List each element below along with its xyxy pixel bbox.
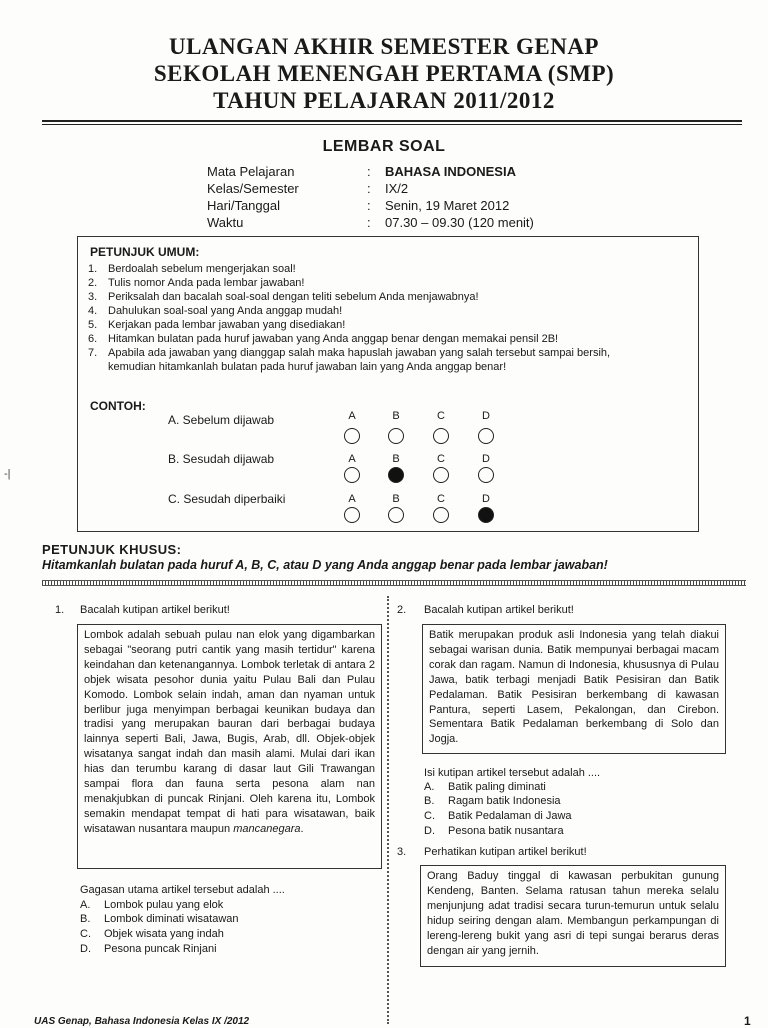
answer-bubble-empty [344,428,360,444]
option-key: B. [80,913,91,925]
question-stem: Isi kutipan artikel tersebut adalah .... [424,767,601,779]
option-key: C. [424,810,435,822]
petunjuk-umum-title: PETUNJUK UMUM: [90,245,200,259]
option-key: A. [424,781,435,793]
question-stem: Gagasan utama artikel tersebut adalah .... [80,884,285,896]
item-number: 4. [88,305,98,317]
meta-value: IX/2 [385,181,409,196]
meta-value: BAHASA INDONESIA [385,164,516,179]
option-letter: C [437,493,445,505]
example-label: C. Sesudah diperbaiki [168,492,286,506]
meta-label: Mata Pelajaran [207,164,295,179]
answer-bubble-empty [478,428,494,444]
answer-bubble-empty [478,467,494,483]
option-letter: A [348,453,356,465]
option-letter: C [437,410,445,422]
petunjuk-item [88,262,688,276]
item-number: 3. [88,291,98,303]
option-text: Lombok diminati wisatawan [104,913,239,925]
petunjuk-khusus-instruction: Hitamkanlah bulatan pada huruf A, B, C, atau D yang Anda anggap benar pada lembar jawaban! [42,558,608,572]
header-line-3: TAHUN PELAJARAN 2011/2012 [213,88,555,113]
header-rule-thin [42,124,742,125]
answer-bubble-empty [388,507,404,523]
petunjuk-item-continuation [88,360,688,374]
option-text: Objek wisata yang indah [104,928,224,940]
header-line-1: ULANGAN AKHIR SEMESTER GENAP [169,34,599,59]
question-number: 2. [397,604,407,616]
meta-separator: : [367,181,371,196]
option-letter: D [482,493,490,505]
option-key: C. [80,928,91,940]
meta-separator: : [367,198,371,213]
petunjuk-item [88,318,688,332]
article-text: Lombok adalah sebuah pulau nan elok yang digambarkan sebagai "seorang putri cantik yang masih tertidur" karena keindahan dan ketenangannya. Lombok terletak di antara 2 objek wisata pesohor dunia yaitu Pulau Bali dan Pulau Komodo. Lombok selain indah, aman dan nyaman untuk berlibur juga menyimpan berbagai keunikan budaya dan tradisi yang merupakan bauran dari berbagai budaya lainnya seperti Bali, Jawa, Bugis, Arab, dll. Objek-objek wisatanya sangat indah dan masih alami. Mulai dari ikan hias dan terumbu karang di dasar laut Gili Trawangan sampai flora dan fauna serta pesona alam nan menakjubkan di puncak Rinjani. Oleh karena itu, Lombok semakin mendapat tempat di hati para wisatawan, baik wisatawan nusantara maupun [84,629,375,835]
petunjuk-item [88,290,688,304]
article-text: Batik merupakan produk asli Indonesia yang telah diakui sebagai warisan dunia. Batik mempunyai berbagai macam corak dan ragam. Namun di Indonesia, khususnya di Pulau Jawa, batik terbagi menjadi Batik Pesisiran dan Batik Pedalaman. Batik Pesisiran berkembang di kawasan Pantura, seperti Lasem, Pekalongan, dan Cirebon. Sementara Batik Pedalaman berkembang di Solo dan Jogja. [429,629,719,746]
petunjuk-item [88,346,688,360]
petunjuk-item [88,276,688,290]
page-footer: UAS Genap, Bahasa Indonesia Kelas IX /2012 [34,1016,250,1027]
option-text: Batik Pedalaman di Jawa [448,810,572,822]
option-text: Batik paling diminati [448,781,546,793]
item-text: Berdoalah sebelum mengerjakan soal! [108,263,296,275]
petunjuk-khusus-title: PETUNJUK KHUSUS: [42,542,182,557]
option-letter: D [482,410,490,422]
option-letter: B [392,410,400,422]
article-text: Orang Baduy tinggal di kawasan perbukitan gunung Kendeng, Banten. Selama ratusan tahun mereka selalu menjunjung adat tradisi secara turun-temurun untuk selalu hidup seiring dengan alam. Membangun perkampungan di lereng-lereng bukit yang asri di tepi sungai berarus deras dengan air yang jernih. [427,870,719,957]
answer-bubble-filled [478,507,494,523]
option-text: Pesona batik nusantara [448,825,564,837]
question-prompt: Perhatikan kutipan artikel berikut! [424,846,587,858]
article-italic-word: mancanegara [233,822,301,835]
answer-bubble-empty [344,467,360,483]
item-text: Periksalah dan bacalah soal-soal dengan teliti sebelum Anda menjawabnya! [108,291,479,303]
option-letter: B [392,453,400,465]
item-text: Dahulukan soal-soal yang Anda anggap mudah! [108,305,343,317]
meta-label: Hari/Tanggal [207,198,280,213]
petunjuk-item [88,304,688,318]
question-prompt: Bacalah kutipan artikel berikut! [80,604,230,616]
meta-mata-pelajaran [207,164,607,181]
option-text: Pesona puncak Rinjani [104,943,217,955]
article-end: . [300,822,304,835]
answer-bubble-empty [433,428,449,444]
answer-bubble-filled [388,467,404,483]
meta-value: 07.30 – 09.30 (120 menit) [385,215,534,230]
question-number: 3. [397,846,407,858]
column-divider [387,596,389,1024]
option-key: D. [424,825,435,837]
header-rule-thick [42,120,742,122]
meta-hari-tanggal [207,198,607,215]
option-text: Ragam batik Indonesia [448,795,561,807]
option-key: D. [80,943,91,955]
option-text: Lombok pulau yang elok [104,899,224,911]
contoh-title: CONTOH: [90,399,146,413]
header-line-2: SEKOLAH MENENGAH PERTAMA (SMP) [153,61,615,86]
article-box-lombok [77,624,382,869]
scan-mark: -| [4,468,11,480]
article-box-baduy [420,865,726,967]
item-number: 6. [88,333,98,345]
meta-label: Kelas/Semester [207,181,299,196]
example-label: A. Sebelum dijawab [168,413,275,427]
item-text: Hitamkan bulatan pada huruf jawaban yang Anda anggap benar dengan memakai pensil 2B! [108,333,559,345]
petunjuk-item [88,332,688,346]
option-letter: B [392,493,400,505]
question-number: 1. [55,604,65,616]
section-divider [42,580,746,586]
item-text: Tulis nomor Anda pada lembar jawaban! [108,277,305,289]
option-letter: A [348,493,356,505]
lembar-soal-title: LEMBAR SOAL [322,138,446,155]
item-number: 7. [88,347,98,359]
item-text: kemudian hitamkanlah bulatan pada huruf jawaban lain yang Anda anggap benar! [108,361,507,373]
option-letter: A [348,410,356,422]
meta-label: Waktu [207,215,244,230]
article-box-batik [422,624,726,754]
option-key: B. [424,795,435,807]
answer-bubble-empty [344,507,360,523]
item-number: 2. [88,277,98,289]
answer-bubble-empty [433,467,449,483]
example-label: B. Sesudah dijawab [168,452,275,466]
item-text: Apabila ada jawaban yang dianggap salah maka hapuslah jawaban yang salah tersebut sampai bersih, [108,347,611,359]
meta-separator: : [367,164,371,179]
option-letter: D [482,453,490,465]
meta-separator: : [367,215,371,230]
meta-value: Senin, 19 Maret 2012 [385,198,510,213]
option-letter: C [437,453,445,465]
meta-waktu [207,215,607,232]
item-number: 5. [88,319,98,331]
meta-kelas-semester [207,181,607,198]
option-key: A. [80,899,91,911]
item-number: 1. [88,263,98,275]
page-number: 1 [744,1014,751,1028]
item-text: Kerjakan pada lembar jawaban yang disediakan! [108,319,346,331]
answer-bubble-empty [388,428,404,444]
question-prompt: Bacalah kutipan artikel berikut! [424,604,574,616]
answer-bubble-empty [433,507,449,523]
